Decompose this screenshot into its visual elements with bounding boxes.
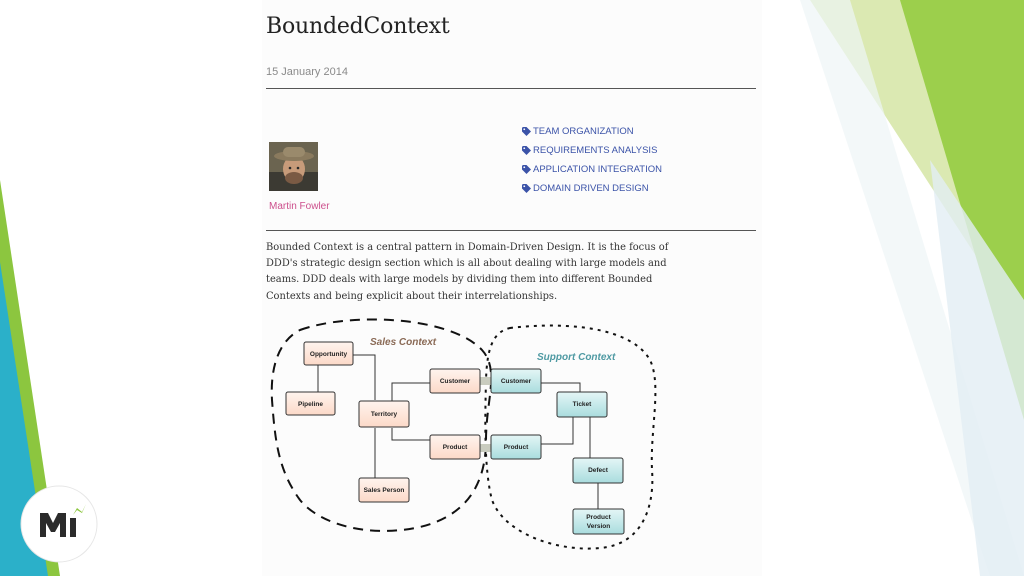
brand-logo [20, 485, 98, 563]
node-label: Product [503, 444, 529, 451]
tag-list [522, 122, 662, 198]
node-label: Customer [500, 378, 532, 385]
publish-date: 15 January 2014 [266, 66, 348, 78]
tag-label: APPLICATION INTEGRATION [533, 164, 662, 175]
node-label: Product [586, 514, 611, 521]
support-node-product [491, 435, 541, 459]
intro-paragraph: Bounded Context is a central pattern in Domain-Driven Design. It is the focus of DDD's strategic design section which is all about dealing with large models and teams. DDD deals with large models by dividing them into different Bounded Contexts and being explicit about their interrelationships. [266, 242, 669, 302]
node-label: Pipeline [298, 401, 323, 408]
sales-node-customer [430, 369, 480, 393]
node-label: Customer [439, 378, 471, 385]
sales-context-label: Sales Context [370, 337, 437, 348]
sales-node-territory [359, 401, 409, 427]
tag-icon [522, 146, 531, 155]
tag-icon [522, 127, 531, 136]
node-label: Sales Person [363, 487, 405, 494]
tag-icon [522, 184, 531, 193]
sales-node-pipeline [286, 392, 335, 415]
tag-label: DOMAIN DRIVEN DESIGN [533, 183, 649, 194]
node-label: Ticket [572, 401, 592, 408]
node-label: Defect [588, 467, 608, 474]
support-node-product-version [573, 509, 624, 534]
support-context-label: Support Context [537, 352, 616, 363]
tag-label: TEAM ORGANIZATION [533, 126, 634, 137]
support-node-ticket [557, 392, 607, 417]
support-node-customer [491, 369, 541, 393]
node-label: Product [442, 444, 468, 451]
author-avatar[interactable] [269, 142, 318, 191]
tag-item[interactable] [522, 179, 662, 198]
divider-bottom [266, 230, 756, 231]
tag-item[interactable] [522, 141, 662, 160]
divider-top [266, 88, 756, 89]
sales-node-opportunity [304, 342, 353, 365]
sales-node-sales-person [359, 478, 409, 502]
page-title: BoundedContext [266, 14, 450, 39]
sales-node-product [430, 435, 480, 459]
author-link[interactable]: Martin Fowler [269, 201, 330, 212]
tag-item[interactable] [522, 122, 662, 141]
tag-icon [522, 165, 531, 174]
tag-label: REQUIREMENTS ANALYSIS [533, 145, 658, 156]
node-label: Territory [370, 411, 398, 418]
node-label: Opportunity [309, 351, 348, 358]
bounded-context-diagram [262, 312, 662, 556]
support-node-defect [573, 458, 623, 483]
tag-item[interactable] [522, 160, 662, 179]
node-label: Version [586, 523, 611, 530]
